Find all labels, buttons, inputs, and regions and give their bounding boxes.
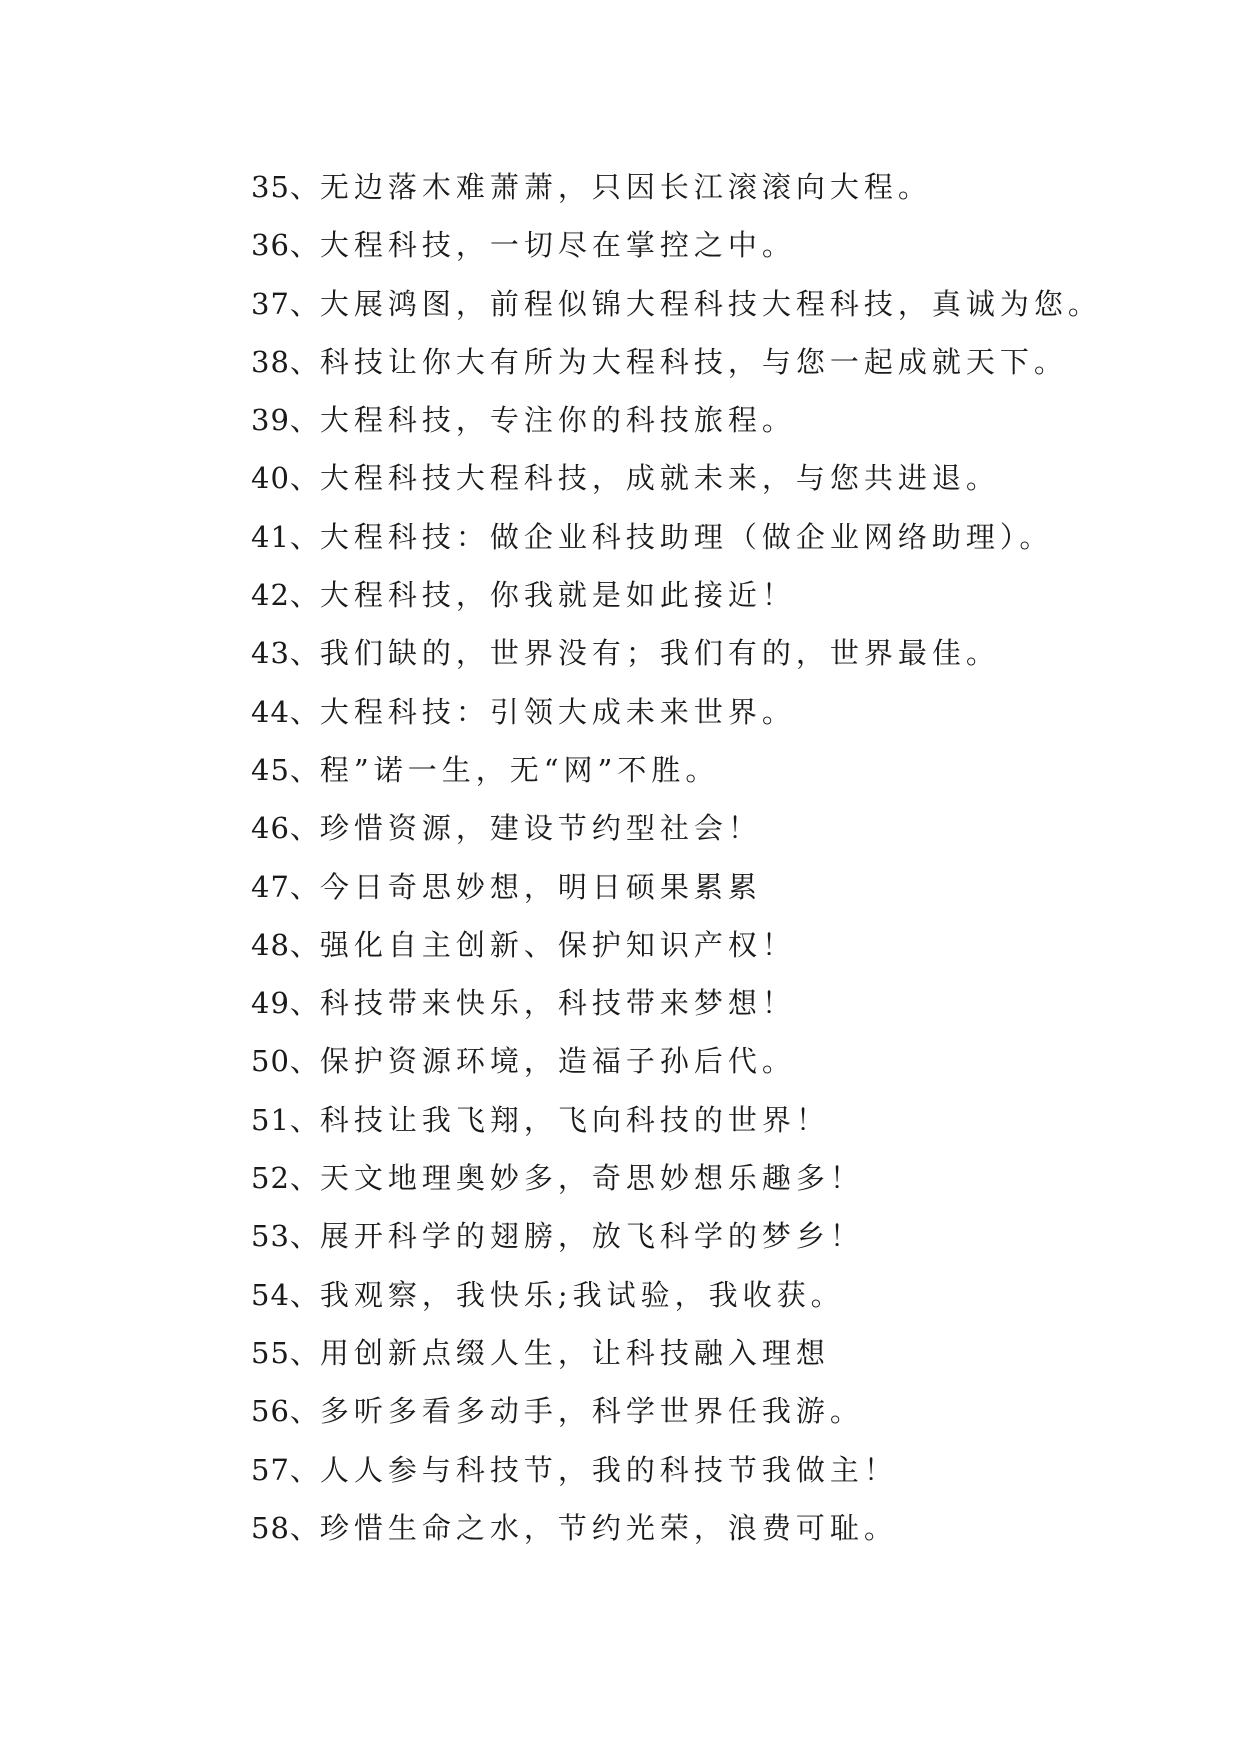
list-item	[251, 1091, 1151, 1149]
item-number: 40、	[251, 461, 320, 496]
list-item	[251, 391, 1151, 449]
item-number: 37、	[251, 286, 320, 321]
item-text: 程”诺一生，无“网”不胜。	[319, 752, 720, 787]
item-number: 39、	[251, 403, 320, 438]
list-item	[251, 799, 1151, 857]
item-text: 今日奇思妙想，明日硕果累累	[319, 869, 762, 904]
item-text: 科技让我飞翔，飞向科技的世界！	[319, 1102, 830, 1137]
item-text: 科技让你大有所为大程科技，与您一起成就天下。	[319, 344, 1068, 379]
item-text: 我观察，我快乐;我试验，我收获。	[319, 1277, 845, 1312]
item-number: 46、	[251, 811, 320, 846]
item-number: 58、	[251, 1510, 320, 1545]
list-item	[251, 916, 1151, 974]
item-number: 54、	[251, 1277, 320, 1312]
item-number: 41、	[251, 519, 320, 554]
item-text: 天文地理奥妙多，奇思妙想乐趣多！	[319, 1161, 864, 1196]
list-item	[251, 1324, 1151, 1382]
item-text: 用创新点缀人生，让科技融入理想	[319, 1335, 830, 1370]
item-number: 56、	[251, 1394, 320, 1429]
item-text: 大程科技：做企业科技助理（做企业网络助理）。	[319, 519, 1054, 554]
item-number: 35、	[251, 170, 320, 204]
item-text: 无边落木难萧萧，只因长江滚滚向大程。	[319, 170, 932, 204]
item-number: 53、	[251, 1219, 320, 1254]
list-item	[251, 449, 1151, 507]
item-number: 55、	[251, 1335, 320, 1370]
item-text: 珍惜生命之水，节约光荣，浪费可耻。	[319, 1510, 898, 1545]
item-text: 我们缺的，世界没有；我们有的，世界最佳。	[319, 636, 1000, 671]
list-item	[251, 974, 1151, 1032]
item-text: 大展鸿图，前程似锦大程科技大程科技，真诚为您。	[319, 286, 1102, 321]
item-number: 49、	[251, 986, 320, 1021]
list-item	[251, 216, 1151, 274]
item-number: 42、	[251, 578, 320, 613]
item-number: 51、	[251, 1102, 320, 1137]
list-item	[251, 566, 1151, 624]
item-text: 保护资源环境，造福子孙后代。	[319, 1044, 796, 1079]
list-item	[251, 158, 1151, 216]
list-item	[251, 275, 1151, 333]
item-number: 43、	[251, 636, 320, 671]
item-number: 48、	[251, 927, 320, 962]
list-item	[251, 508, 1151, 566]
item-number: 36、	[251, 228, 320, 263]
item-number: 47、	[251, 869, 320, 904]
list-item	[251, 1207, 1151, 1265]
list-item	[251, 1382, 1151, 1440]
item-number: 45、	[251, 752, 320, 787]
item-number: 44、	[251, 694, 320, 729]
item-text: 人人参与科技节，我的科技节我做主！	[319, 1452, 898, 1487]
list-item	[251, 858, 1151, 916]
item-text: 大程科技，一切尽在掌控之中。	[319, 228, 796, 263]
item-text: 大程科技，专注你的科技旅程。	[319, 403, 796, 438]
item-text: 多听多看多动手，科学世界任我游。	[319, 1394, 864, 1429]
slogan-list	[251, 158, 1151, 1557]
item-text: 强化自主创新、保护知识产权！	[319, 927, 796, 962]
list-item	[251, 683, 1151, 741]
list-item	[251, 624, 1151, 682]
item-text: 展开科学的翅膀，放飞科学的梦乡！	[319, 1219, 864, 1254]
list-item	[251, 741, 1151, 799]
item-number: 57、	[251, 1452, 320, 1487]
list-item	[251, 1032, 1151, 1090]
list-item	[251, 1149, 1151, 1207]
item-text: 珍惜资源，建设节约型社会！	[319, 811, 762, 846]
item-text: 大程科技：引领大成未来世界。	[319, 694, 796, 729]
item-text: 科技带来快乐，科技带来梦想！	[319, 986, 796, 1021]
item-number: 38、	[251, 344, 320, 379]
item-text: 大程科技大程科技，成就未来，与您共进退。	[319, 461, 1000, 496]
item-number: 50、	[251, 1044, 320, 1079]
list-item	[251, 1499, 1151, 1557]
list-item	[251, 1441, 1151, 1499]
item-number: 52、	[251, 1161, 320, 1196]
item-text: 大程科技，你我就是如此接近！	[319, 578, 796, 613]
list-item	[251, 333, 1151, 391]
list-item	[251, 1266, 1151, 1324]
